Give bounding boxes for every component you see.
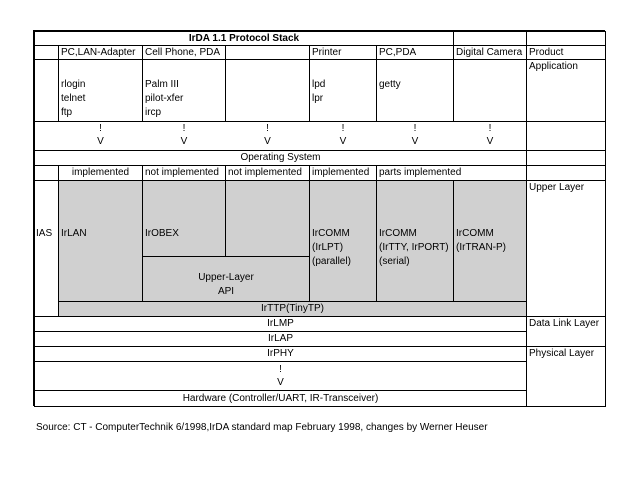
app-cell-camera [453, 59, 527, 122]
irlan-cell: IrLAN [58, 180, 143, 302]
upper-api-top-cell [225, 180, 310, 257]
app-cell-printer: lpd lpr [309, 59, 377, 122]
impl-pc: implemented [58, 165, 143, 181]
title-right-cell [453, 31, 527, 46]
column-header-blank [225, 45, 310, 60]
operating-system-row: Operating System [34, 150, 527, 166]
app-cell-pc: rlogin telnet ftp [58, 59, 143, 122]
arrow-pda: ! V [411, 123, 419, 147]
ircomm-lpt-cell: IrCOMM (IrLPT) (parallel) [309, 180, 377, 302]
arrow-printer: ! V [339, 123, 347, 147]
title-far-right-cell [526, 31, 606, 46]
app-cell-pda: getty [376, 59, 454, 122]
irlap-cell: IrLAP [34, 331, 527, 347]
product-label-cell: Product [526, 45, 606, 60]
app-blank [34, 59, 59, 122]
impl-phone: not implemented [142, 165, 226, 181]
arrow-pc: ! V [97, 123, 104, 147]
application-label-cell: Application [526, 59, 606, 122]
upper-layer-label-cell: Upper Layer [526, 180, 606, 317]
arrow-row-right [526, 121, 606, 151]
column-header-printer: Printer [309, 45, 377, 60]
physical-label-cell: Physical Layer [526, 346, 606, 407]
hardware-cell: Hardware (Controller/UART, IR-Transceiver) [34, 390, 527, 407]
os-row-right [526, 150, 606, 166]
title-cell [34, 31, 454, 46]
app-cell-phone: Palm III pilot-xfer ircp [142, 59, 226, 122]
hardware-arrow-cell [34, 361, 527, 391]
impl-blank-col: not implemented [225, 165, 310, 181]
source-caption: Source: CT - ComputerTechnik 6/1998,IrDA standard map February 1998, changes by Werner Heuser [36, 422, 488, 433]
impl-right [526, 165, 606, 181]
app-cell-blank [225, 59, 310, 122]
impl-pda-camera: parts implemented [376, 165, 527, 181]
header-blank [34, 45, 59, 60]
ias-cell: IAS [34, 180, 59, 317]
column-header-pc: PC,LAN-Adapter [58, 45, 143, 60]
irttp-cell: IrTTP(TinyTP) [58, 301, 527, 317]
irphy-cell: IrPHY [34, 346, 527, 362]
arrow-blank: ! V [264, 123, 271, 147]
upper-layer-api-cell: Upper-Layer API [142, 256, 310, 302]
diagram-title: IrDA 1.1 Protocol Stack [188, 33, 300, 44]
irobex-cell: IrOBEX [142, 180, 226, 257]
arrow-phone: ! V [180, 123, 188, 147]
impl-printer: implemented [309, 165, 377, 181]
irlmp-cell: IrLMP [34, 316, 527, 332]
protocol-stack-diagram [33, 30, 605, 406]
arrow-camera: ! V [486, 123, 494, 147]
column-header-camera: Digital Camera [453, 45, 527, 60]
hardware-arrow: ! V [277, 364, 284, 388]
column-header-phone: Cell Phone, PDA [142, 45, 226, 60]
data-link-label-cell: Data Link Layer [526, 316, 606, 347]
ircomm-tran-cell: IrCOMM (IrTRAN-P) [453, 180, 527, 302]
column-header-pda: PC,PDA [376, 45, 454, 60]
ircomm-tty-cell: IrCOMM (IrTTY, IrPORT) (serial) [376, 180, 454, 302]
impl-blank [34, 165, 59, 181]
